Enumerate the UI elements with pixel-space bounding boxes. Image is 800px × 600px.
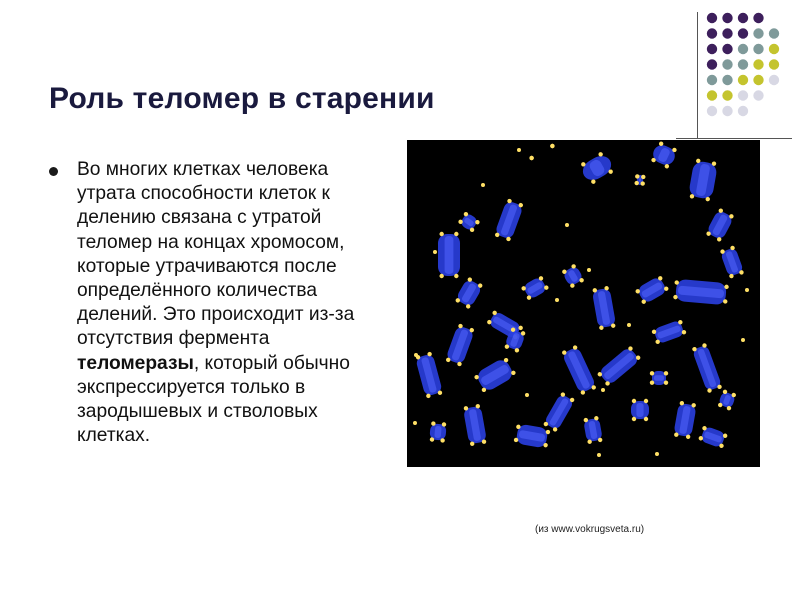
telomere-spot (529, 155, 535, 161)
telomere-spot (565, 223, 569, 227)
decor-dot (707, 13, 717, 23)
telomere-spot (741, 338, 745, 342)
chromosome (438, 232, 460, 278)
telomere-spot (632, 399, 636, 403)
telomere-spot (517, 148, 521, 152)
bullet-item (49, 158, 384, 448)
telomere-spot (597, 453, 601, 457)
telomere-spot (413, 421, 417, 425)
dot-grid-svg (706, 12, 786, 132)
chromosome (673, 401, 697, 440)
chromosome (673, 279, 729, 306)
telomere-spot (644, 417, 648, 421)
body-text-before: Во многих клетках человека утрата способности клеток к делению связана с утратой теломер на концах хромосом, которые утрачиваются после определённого количества делений. Это происходит из-за отсутствия фермента (77, 159, 355, 350)
telomere-spot (454, 232, 458, 236)
chromosome (591, 286, 616, 331)
telomere-spot (664, 371, 668, 375)
chromosome (651, 319, 687, 345)
chromosome (596, 345, 642, 387)
bullet-dot-icon (49, 167, 58, 176)
telomere-spot (549, 143, 555, 149)
telomere-spot (664, 380, 668, 384)
decor-dot (707, 90, 717, 100)
telomere-spot (644, 399, 648, 403)
decor-dot (769, 59, 779, 69)
chromosome (561, 344, 598, 395)
decorative-dot-grid (706, 12, 786, 132)
chromosome (649, 140, 678, 170)
chromosome (445, 323, 476, 367)
telomere-spot (650, 380, 654, 384)
telomere-spot (587, 268, 591, 272)
telomere-spot (481, 183, 485, 187)
chromosome (691, 343, 723, 394)
decor-dot (753, 59, 763, 69)
decor-dot (738, 13, 748, 23)
telomere-spot (555, 298, 559, 302)
decor-dot (753, 75, 763, 85)
chromosome (473, 356, 517, 394)
decor-dot (707, 44, 717, 54)
telomere-spot (439, 232, 443, 236)
body-text-after: , который обычно экспрессируется только в зародышевых и стволовых клетках. (77, 352, 350, 447)
chromosome (494, 198, 525, 242)
chromosome (688, 158, 719, 202)
chromosome (717, 389, 736, 411)
slide-title: Роль теломер в старении (49, 82, 435, 115)
decor-dot (722, 90, 732, 100)
image-source-caption: (из www.vokrugsveta.ru) (535, 524, 645, 535)
decor-dot (769, 44, 779, 54)
chromosome (634, 275, 669, 306)
decor-dot (753, 13, 763, 23)
telomere-spot (525, 393, 529, 397)
chromosome (634, 174, 645, 186)
chromosome (457, 211, 480, 233)
telomere-spot (632, 417, 636, 421)
body-text-emphasis: теломеразы (77, 352, 194, 374)
decor-dot (738, 106, 748, 116)
chromosome (529, 143, 556, 161)
decor-dot (769, 28, 779, 38)
bullet-text (77, 158, 384, 448)
decorative-vertical-line (697, 12, 698, 138)
decor-dot (722, 13, 732, 23)
telomere-spot (745, 288, 749, 292)
chromosome (578, 150, 616, 186)
decor-dot (722, 28, 732, 38)
telomere-spot (454, 274, 458, 278)
chromosome (429, 421, 447, 443)
decor-dot (738, 28, 748, 38)
decor-dot (707, 75, 717, 85)
chromosome (705, 207, 735, 242)
chromosome (650, 371, 668, 385)
chromosome-photo (407, 140, 760, 467)
decor-dot (769, 75, 779, 85)
chromosome (631, 399, 649, 421)
chromosome (520, 275, 549, 301)
chromosome (719, 245, 744, 279)
chromosome (415, 351, 444, 399)
decor-dot (738, 75, 748, 85)
telomere-spot (655, 452, 659, 456)
decor-dot (738, 44, 748, 54)
decor-dot (722, 106, 732, 116)
decor-dot (722, 75, 732, 85)
chromosome (561, 263, 585, 289)
decor-dot (722, 59, 732, 69)
decorative-horizontal-line (676, 138, 792, 139)
chromosome-image (407, 140, 760, 467)
telomere-spot (414, 353, 418, 357)
telomere-spot (601, 388, 605, 392)
decor-dot (738, 90, 748, 100)
chromosome (454, 276, 484, 310)
chromosome (463, 404, 488, 447)
telomere-spot (433, 250, 437, 254)
decor-dot (707, 106, 717, 116)
chromosome (698, 425, 728, 449)
chromosome (583, 416, 603, 445)
chromosome (542, 391, 575, 432)
decor-dot (738, 59, 748, 69)
telomere-spot (650, 371, 654, 375)
decor-dot (753, 28, 763, 38)
decor-dot (722, 44, 732, 54)
chromosome (513, 423, 550, 449)
decor-dot (753, 90, 763, 100)
telomere-spot (627, 323, 631, 327)
telomere-spot (439, 274, 443, 278)
decor-dot (707, 28, 717, 38)
decor-dot (707, 59, 717, 69)
decor-dot (753, 44, 763, 54)
